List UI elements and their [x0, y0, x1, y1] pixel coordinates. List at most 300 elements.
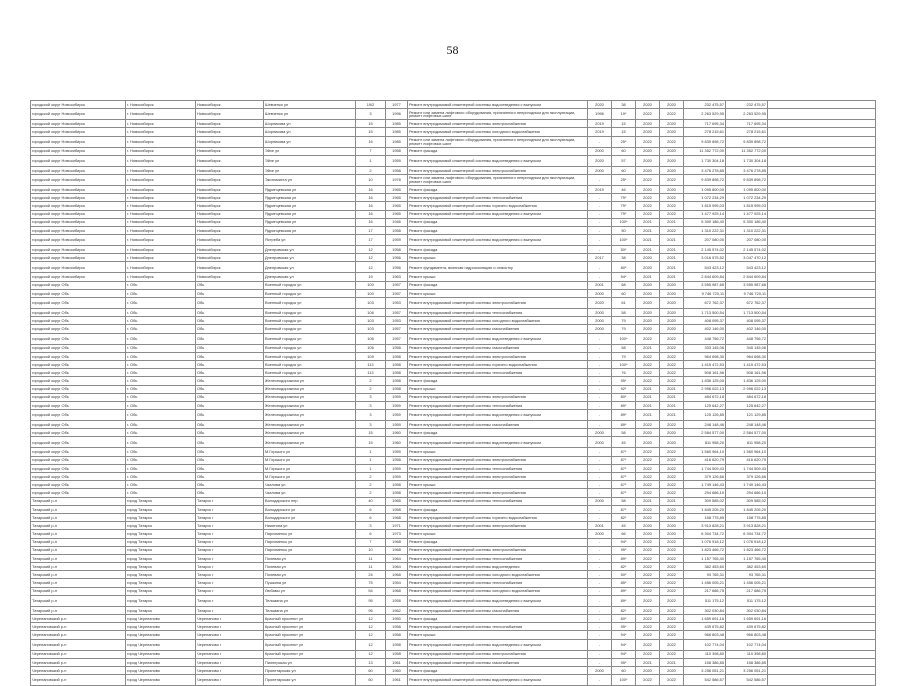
cell-cost-total: 11 352 772,00	[684, 147, 726, 155]
cell-cost-total: 2 584 577,00	[684, 429, 726, 437]
cell-settlement: г. Обь	[126, 344, 196, 352]
table-row	[31, 185, 876, 193]
table-row	[31, 120, 876, 128]
cell-cost-fund: 2 263 529,95	[726, 109, 768, 120]
table-row	[31, 650, 876, 658]
cell-wear-percent: 80*	[612, 262, 636, 273]
table-row	[31, 530, 876, 538]
cell-settlement: город Татарск	[126, 554, 196, 562]
cell-work-type: Ремонт внутридомовой инженерной системы электроснабжения	[408, 489, 588, 497]
cell-municipality: городской округ Обь	[31, 298, 126, 309]
cell-locality: Обь	[196, 393, 264, 401]
cell-cost-total: 439 675,82	[684, 623, 726, 631]
cell-plan-start-year: 2022	[636, 473, 660, 481]
cell-house-number: 16	[356, 185, 386, 193]
cell-settlement: город Черепаново	[126, 631, 196, 639]
cell-cost-fund: 93 765,31	[726, 571, 768, 579]
cell-locality: Новосибирск	[196, 166, 264, 174]
cell-settlement: город Татарск	[126, 571, 196, 579]
cell-plan-start-year: 2022	[636, 464, 660, 472]
cell-work-type: Ремонт внутридомовой инженерной системы газоснабжения	[408, 606, 588, 614]
cell-plan-start-year: 2022	[636, 538, 660, 546]
cell-settlement: г. Новосибирск	[126, 254, 196, 262]
cell-cost-fund: 1 823 466,72	[726, 546, 768, 554]
cell-plan-start-year: 2020	[636, 289, 660, 297]
cell-settlement: г. Новосибирск	[126, 218, 196, 226]
cell-house-number: 54	[356, 587, 386, 595]
cell-cost-total: 125 642,27	[684, 401, 726, 409]
cell-last-repair-year: 2000	[588, 530, 612, 538]
cell-settlement: г. Обь	[126, 401, 196, 409]
cell-plan-start-year: 2020	[636, 666, 660, 674]
cell-municipality: Черепановский р-н	[31, 623, 126, 631]
cell-last-repair-year: -	[588, 401, 612, 409]
cell-last-repair-year: -	[588, 623, 612, 631]
cell-street: Днепровская ул	[264, 273, 356, 281]
cell-municipality: городской округ Обь	[31, 325, 126, 333]
cell-build-year: 1958	[386, 631, 408, 639]
cell-locality: Новосибирск	[196, 235, 264, 246]
cell-note	[768, 120, 876, 128]
cell-house-number: 6	[356, 513, 386, 521]
cell-cost-fund: 309 585,02	[726, 497, 768, 505]
cell-work-type: Ремонт фасада	[408, 281, 588, 289]
cell-work-type: Ремонт фасада	[408, 246, 588, 254]
cell-plan-end-year: 2022	[660, 464, 684, 472]
cell-cost-total: 508 161,96	[684, 369, 726, 377]
cell-locality: Новосибирск	[196, 120, 264, 128]
cell-street: Тельмана ул	[264, 606, 356, 614]
cell-build-year: 1957	[386, 281, 408, 289]
cell-municipality: Татарский р-н	[31, 587, 126, 595]
cell-street: Шевченко ул	[264, 101, 356, 109]
table-row	[31, 360, 876, 368]
cell-build-year: 1985	[386, 120, 408, 128]
cell-plan-end-year: 2020	[660, 298, 684, 309]
cell-plan-end-year: 2022	[660, 579, 684, 587]
cell-locality: Татарск г	[196, 595, 264, 606]
cell-build-year: 1965	[386, 202, 408, 210]
cell-street: Пархоменко ул	[264, 546, 356, 554]
cell-plan-start-year: 2022	[636, 333, 660, 344]
cell-house-number: 2	[356, 481, 386, 489]
cell-plan-end-year: 2022	[660, 650, 684, 658]
cell-last-repair-year: 2000	[588, 147, 612, 155]
cell-settlement: г. Обь	[126, 281, 196, 289]
cell-house-number: 16	[356, 202, 386, 210]
cell-locality: Татарск г	[196, 579, 264, 587]
cell-build-year: 1964	[386, 554, 408, 562]
cell-house-number: 3	[356, 109, 386, 120]
cell-cost-total: 158 775,85	[684, 513, 726, 521]
cell-work-type: Ремонт внутридомовой инженерной системы холодного водоснабжения	[408, 128, 588, 136]
cell-build-year: 1959	[386, 421, 408, 429]
cell-plan-end-year: 2020	[660, 530, 684, 538]
cell-build-year: 1973	[386, 530, 408, 538]
cell-wear-percent: 60*	[612, 615, 636, 623]
cell-wear-percent: 79	[612, 352, 636, 360]
cell-house-number: 103	[356, 298, 386, 309]
cell-cost-fund: 207 080,00	[726, 235, 768, 246]
cell-plan-start-year: 2022	[636, 194, 660, 202]
cell-plan-start-year: 2022	[636, 377, 660, 385]
cell-note	[768, 464, 876, 472]
cell-cost-fund: 1 072 234,29	[726, 194, 768, 202]
table-row	[31, 333, 876, 344]
cell-street: Военный городок ул	[264, 344, 356, 352]
cell-cost-fund: 439 675,82	[726, 623, 768, 631]
cell-plan-end-year: 2020	[660, 289, 684, 297]
cell-municipality: городской округ Новосибирск	[31, 246, 126, 254]
cell-wear-percent: 38	[612, 254, 636, 262]
cell-wear-percent: 25*	[612, 136, 636, 147]
cell-last-repair-year: 1996	[588, 109, 612, 120]
cell-cost-fund: 1 310 222,31	[726, 226, 768, 234]
cell-build-year: 1958	[386, 147, 408, 155]
cell-cost-fund: 3 476 278,85	[726, 166, 768, 174]
cell-last-repair-year: -	[588, 554, 612, 562]
cell-plan-start-year: 2020	[636, 101, 660, 109]
cell-house-number: 2	[356, 385, 386, 393]
cell-plan-end-year: 2022	[660, 352, 684, 360]
cell-locality: Обь	[196, 377, 264, 385]
cell-house-number: 12	[356, 650, 386, 658]
cell-cost-total: 1 095 800,00	[684, 185, 726, 193]
cell-last-repair-year: -	[588, 202, 612, 210]
cell-cost-total: 1 560 964,10	[684, 448, 726, 456]
cell-settlement: г. Обь	[126, 437, 196, 448]
cell-locality: Обь	[196, 481, 264, 489]
cell-cost-fund: 448 756,72	[726, 333, 768, 344]
cell-build-year: 1958	[386, 166, 408, 174]
cell-locality: Черепаново г	[196, 615, 264, 623]
cell-note	[768, 369, 876, 377]
cell-cost-fund: 2 996 022,13	[726, 385, 768, 393]
cell-build-year: 1958	[386, 623, 408, 631]
table-row	[31, 497, 876, 505]
cell-locality: Обь	[196, 401, 264, 409]
table-row	[31, 623, 876, 631]
cell-cost-fund: 508 161,96	[726, 369, 768, 377]
cell-plan-end-year: 2022	[660, 546, 684, 554]
cell-build-year: 1959	[386, 410, 408, 421]
cell-plan-start-year: 2020	[636, 298, 660, 309]
cell-locality: Обь	[196, 325, 264, 333]
cell-plan-start-year: 2022	[636, 369, 660, 377]
cell-build-year: 1953	[386, 298, 408, 309]
cell-work-type: Ремонт крыши	[408, 631, 588, 639]
table-row	[31, 273, 876, 281]
cell-build-year: 1960	[386, 666, 408, 674]
cell-plan-start-year: 2022	[636, 513, 660, 521]
cell-plan-start-year: 2021	[636, 410, 660, 421]
cell-settlement: г. Новосибирск	[126, 101, 196, 109]
cell-cost-total: 1 477 925,14	[684, 210, 726, 218]
cell-house-number: 6	[356, 530, 386, 538]
cell-wear-percent: 95*	[612, 658, 636, 666]
cell-street: М.Горького ул	[264, 448, 356, 456]
cell-locality: Татарск г	[196, 522, 264, 530]
cell-plan-start-year: 2022	[636, 546, 660, 554]
cell-street: Пионерская ул	[264, 658, 356, 666]
cell-municipality: городской округ Обь	[31, 401, 126, 409]
cell-build-year: 1954	[386, 579, 408, 587]
cell-cost-total: 93 765,31	[684, 571, 726, 579]
table-row	[31, 344, 876, 352]
cell-house-number: 7	[356, 147, 386, 155]
cell-municipality: городской округ Новосибирск	[31, 147, 126, 155]
cell-build-year: 1959	[386, 401, 408, 409]
cell-street: Ядринцевская ул	[264, 226, 356, 234]
cell-plan-start-year: 2021	[636, 218, 660, 226]
cell-settlement: город Татарск	[126, 497, 196, 505]
table-row	[31, 522, 876, 530]
cell-cost-fund: 121 129,85	[726, 410, 768, 421]
cell-wear-percent: 87*	[612, 456, 636, 464]
cell-house-number: 113	[356, 369, 386, 377]
cell-work-type: Ремонт фасада	[408, 538, 588, 546]
cell-plan-end-year: 2022	[660, 631, 684, 639]
cell-build-year: 1956	[386, 254, 408, 262]
cell-municipality: Черепановский р-н	[31, 631, 126, 639]
cell-build-year: 1958	[386, 595, 408, 606]
cell-house-number: 103	[356, 317, 386, 325]
cell-house-number: 16	[356, 210, 386, 218]
cell-cost-fund: 1 076 918,12	[726, 538, 768, 546]
cell-street: Экономиста ул	[264, 174, 356, 185]
cell-wear-percent: 79*	[612, 202, 636, 210]
cell-cost-fund: 232 475,57	[726, 101, 768, 109]
cell-locality: Обь	[196, 309, 264, 317]
cell-house-number: 2	[356, 473, 386, 481]
cell-plan-end-year: 2022	[660, 473, 684, 481]
cell-plan-start-year: 2022	[636, 639, 660, 650]
cell-settlement: г. Новосибирск	[126, 120, 196, 128]
table-row	[31, 385, 876, 393]
cell-plan-end-year: 2022	[660, 538, 684, 546]
cell-plan-end-year: 2021	[660, 254, 684, 262]
cell-cost-fund: 158 775,85	[726, 513, 768, 521]
cell-plan-start-year: 2020	[636, 429, 660, 437]
cell-plan-end-year: 2022	[660, 606, 684, 614]
cell-last-repair-year: -	[588, 473, 612, 481]
table-row	[31, 147, 876, 155]
cell-wear-percent: 15	[612, 120, 636, 128]
cell-street: Железнодорожная ул	[264, 421, 356, 429]
cell-last-repair-year: 2019	[588, 185, 612, 193]
cell-municipality: городской округ Обь	[31, 456, 126, 464]
cell-work-type: Ремонт фундамента, включая гидроизоляцию и отмостку	[408, 262, 588, 273]
cell-note	[768, 587, 876, 595]
cell-note	[768, 174, 876, 185]
cell-municipality: городской округ Обь	[31, 385, 126, 393]
cell-settlement: г. Новосибирск	[126, 210, 196, 218]
cell-settlement: г. Новосибирск	[126, 194, 196, 202]
cell-build-year: 1960	[386, 429, 408, 437]
cell-street: Ястреба ул	[264, 235, 356, 246]
cell-plan-end-year: 2022	[660, 513, 684, 521]
table-row	[31, 456, 876, 464]
cell-cost-total: 3 555 987,66	[684, 281, 726, 289]
cell-cost-total: 5 300 186,40	[684, 218, 726, 226]
table-row	[31, 174, 876, 185]
cell-last-repair-year: -	[588, 658, 612, 666]
cell-note	[768, 666, 876, 674]
cell-house-number: 100	[356, 289, 386, 297]
cell-build-year: 1959	[386, 235, 408, 246]
cell-plan-start-year: 2020	[636, 325, 660, 333]
cell-last-repair-year: -	[588, 352, 612, 360]
cell-note	[768, 571, 876, 579]
cell-house-number: 16	[356, 194, 386, 202]
cell-plan-end-year: 2021	[660, 235, 684, 246]
cell-last-repair-year: -	[588, 385, 612, 393]
cell-municipality: городской округ Новосибирск	[31, 155, 126, 166]
cell-last-repair-year: -	[588, 546, 612, 554]
cell-plan-start-year: 2022	[636, 571, 660, 579]
cell-cost-total: 3 476 278,85	[684, 166, 726, 174]
cell-note	[768, 325, 876, 333]
cell-locality: Татарск г	[196, 513, 264, 521]
cell-house-number: 75	[356, 579, 386, 587]
cell-house-number: 12	[356, 246, 386, 254]
cell-plan-end-year: 2020	[660, 309, 684, 317]
cell-house-number: 17	[356, 235, 386, 246]
cell-locality: Обь	[196, 437, 264, 448]
cell-wear-percent: 100*	[612, 675, 636, 686]
table-row	[31, 538, 876, 546]
table-row	[31, 505, 876, 513]
cell-cost-fund: 416 620,79	[726, 456, 768, 464]
cell-plan-end-year: 2022	[660, 369, 684, 377]
cell-municipality: городской округ Новосибирск	[31, 218, 126, 226]
table-row	[31, 136, 876, 147]
cell-street: Железнодорожная ул	[264, 385, 356, 393]
cell-municipality: Татарский р-н	[31, 546, 126, 554]
cell-build-year: 1956	[386, 262, 408, 273]
cell-municipality: Татарский р-н	[31, 595, 126, 606]
cell-note	[768, 344, 876, 352]
table-row	[31, 606, 876, 614]
table-row	[31, 254, 876, 262]
cell-cost-total: 672 762,37	[684, 298, 726, 309]
table-row	[31, 401, 876, 409]
cell-municipality: городской округ Новосибирск	[31, 202, 126, 210]
cell-work-type: Ремонт внутридомовой инженерной системы водоотведения	[408, 563, 588, 571]
cell-street: Военный городок ул	[264, 281, 356, 289]
cell-house-number: 19/2	[356, 101, 386, 109]
cell-house-number: 6	[356, 505, 386, 513]
cell-locality: Обь	[196, 448, 264, 456]
cell-settlement: г. Новосибирск	[126, 273, 196, 281]
cell-build-year: 1958	[386, 344, 408, 352]
cell-street: Пушкина ул	[264, 579, 356, 587]
table-row	[31, 377, 876, 385]
cell-municipality: Татарский р-н	[31, 554, 126, 562]
cell-cost-fund: 302 030,84	[726, 606, 768, 614]
cell-cost-fund: 11 352 772,00	[726, 147, 768, 155]
cell-work-type: Ремонт или замена лифтового оборудования, признанного непригодным для эксплуатации, ремонт лифтовых шахт	[408, 109, 588, 120]
cell-last-repair-year: -	[588, 538, 612, 546]
cell-plan-start-year: 2022	[636, 675, 660, 686]
cell-house-number: 15	[356, 437, 386, 448]
cell-house-number: 24	[356, 571, 386, 579]
cell-last-repair-year: 2019	[588, 120, 612, 128]
cell-settlement: город Черепаново	[126, 666, 196, 674]
cell-note	[768, 410, 876, 421]
cell-street: Пархоменко ул	[264, 530, 356, 538]
cell-house-number: 106	[356, 344, 386, 352]
cell-build-year: 1968	[386, 571, 408, 579]
cell-note	[768, 218, 876, 226]
cell-street: Полевая ул	[264, 571, 356, 579]
cell-street: Военный городок ул	[264, 352, 356, 360]
cell-wear-percent: 58	[612, 429, 636, 437]
cell-plan-end-year: 2020	[660, 120, 684, 128]
cell-build-year: 1965	[386, 194, 408, 202]
cell-cost-total: 110 398,80	[684, 650, 726, 658]
cell-build-year: 1946	[386, 218, 408, 226]
table-row	[31, 210, 876, 218]
cell-note	[768, 456, 876, 464]
cell-plan-end-year: 2021	[660, 658, 684, 666]
cell-settlement: город Татарск	[126, 505, 196, 513]
cell-work-type: Ремонт фасада	[408, 666, 588, 674]
cell-municipality: городской округ Обь	[31, 421, 126, 429]
cell-plan-end-year: 2021	[660, 262, 684, 273]
cell-cost-total: 402 146,00	[684, 325, 726, 333]
cell-cost-fund: 5 300 186,40	[726, 218, 768, 226]
table-row	[31, 595, 876, 606]
table-row	[31, 226, 876, 234]
cell-municipality: Татарский р-н	[31, 505, 126, 513]
cell-build-year: 1958	[386, 246, 408, 254]
cell-note	[768, 101, 876, 109]
cell-settlement: город Татарск	[126, 538, 196, 546]
cell-municipality: городской округ Обь	[31, 464, 126, 472]
cell-work-type: Ремонт крыши	[408, 254, 588, 262]
cell-plan-start-year: 2022	[636, 615, 660, 623]
cell-work-type: Ремонт фасада	[408, 147, 588, 155]
cell-street: Чкалова ул	[264, 481, 356, 489]
cell-wear-percent: 79	[612, 317, 636, 325]
cell-house-number: 12	[356, 623, 386, 631]
cell-street: Эйхе ул	[264, 166, 356, 174]
cell-street: Володарского пер	[264, 497, 356, 505]
cell-cost-fund: 672 762,37	[726, 298, 768, 309]
cell-last-repair-year: -	[588, 571, 612, 579]
table-row	[31, 218, 876, 226]
cell-settlement: г. Обь	[126, 456, 196, 464]
cell-wear-percent: 87*	[612, 464, 636, 472]
cell-locality: Черепаново г	[196, 639, 264, 650]
cell-cost-fund: 966 803,48	[726, 631, 768, 639]
cell-street: Военный городок ул	[264, 325, 356, 333]
cell-cost-fund: 1 730 304,18	[726, 155, 768, 166]
cell-plan-end-year: 2022	[660, 174, 684, 185]
cell-locality: Новосибирск	[196, 210, 264, 218]
cell-street: Ядринцевская ул	[264, 202, 356, 210]
cell-cost-fund: 1 560 964,10	[726, 448, 768, 456]
cell-last-repair-year: -	[588, 579, 612, 587]
table-row	[31, 128, 876, 136]
table-row	[31, 393, 876, 401]
cell-house-number: 1	[356, 155, 386, 166]
cell-street: Железнодорожная ул	[264, 410, 356, 421]
cell-build-year: 1960	[386, 437, 408, 448]
cell-note	[768, 554, 876, 562]
cell-municipality: городской округ Обь	[31, 369, 126, 377]
